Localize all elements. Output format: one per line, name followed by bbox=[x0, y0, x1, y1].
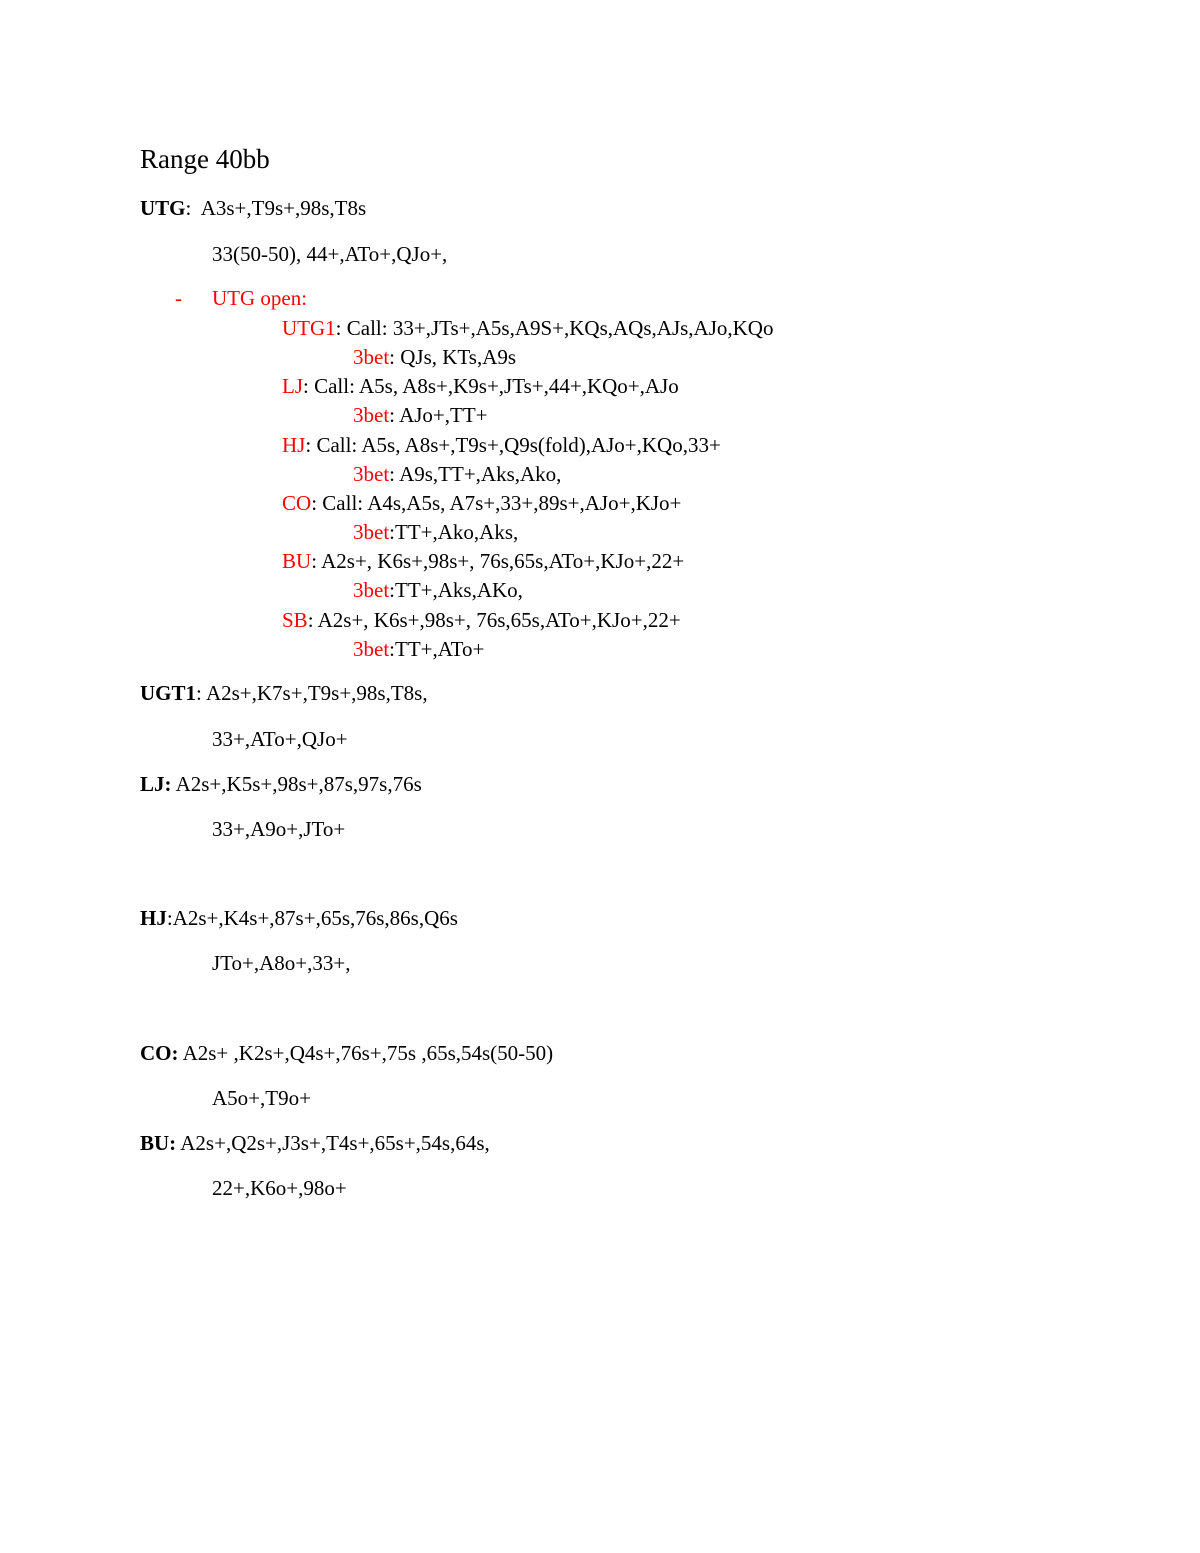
co-label: CO: bbox=[140, 1041, 179, 1065]
utg-label: UTG bbox=[140, 196, 186, 220]
hj-offsuit: JTo+,A8o+,33+, bbox=[212, 951, 351, 975]
bu-suited: A2s+,Q2s+,J3s+,T4s+,65s+,54s,64s, bbox=[180, 1131, 490, 1155]
co-range-line bbox=[140, 1040, 553, 1066]
utg-range-line bbox=[140, 195, 366, 221]
utg1-pos-label: UTG1 bbox=[282, 316, 336, 340]
hj-suited: A2s+,K4s+,87s+,65s,76s,86s,Q6s bbox=[172, 906, 458, 930]
lj-3bet-line bbox=[353, 402, 488, 428]
bu-offsuit: 22+,K6o+,98o+ bbox=[212, 1176, 347, 1200]
utg-open-heading: UTG open: bbox=[212, 286, 308, 310]
lj-range-line bbox=[140, 771, 422, 797]
lj-label: LJ: bbox=[140, 772, 172, 796]
hj-call-line bbox=[282, 432, 721, 458]
bu-3bet: :TT+,Aks,AKo, bbox=[389, 578, 523, 602]
bu-sep: : bbox=[311, 549, 322, 573]
lj-3bet: : AJo+,TT+ bbox=[389, 403, 488, 427]
utg1-call: Call: 33+,JTs+,A5s,A9S+,KQs,AQs,AJs,AJo,KQo bbox=[346, 316, 774, 340]
lj-call-line bbox=[282, 373, 679, 399]
hj-sep: : bbox=[305, 433, 317, 457]
sb-3bet-label: 3bet bbox=[353, 637, 390, 661]
utg-offsuit: 33(50-50), 44+,ATo+,QJo+, bbox=[212, 242, 448, 266]
sb-pos-label: SB bbox=[282, 608, 308, 632]
bu-3bet-label: 3bet bbox=[353, 578, 390, 602]
bu-3bet-line bbox=[353, 577, 523, 603]
page-title: Range 40bb bbox=[140, 144, 270, 174]
utg-suited: A3s+,T9s+,98s,T8s bbox=[200, 196, 367, 220]
bu-label: BU: bbox=[140, 1131, 177, 1155]
co-pos-label: CO bbox=[282, 491, 312, 515]
bu-call: A2s+, K6s+,98s+, 76s,65s,ATo+,KJo+,22+ bbox=[321, 549, 685, 573]
co-call-line bbox=[282, 490, 681, 516]
utg1-3bet-line bbox=[353, 344, 516, 370]
ugt1-sep: : bbox=[196, 681, 206, 705]
hj-call: Call: A5s, A8s+,T9s+,Q9s(fold),AJo+,KQo,33+ bbox=[316, 433, 721, 457]
utg1-3bet: : QJs, KTs,A9s bbox=[389, 345, 517, 369]
sb-3bet: :TT+,ATo+ bbox=[389, 637, 485, 661]
lj-offsuit: 33+,A9o+,JTo+ bbox=[212, 817, 346, 841]
sb-sep: : bbox=[307, 608, 318, 632]
hj-3bet-label: 3bet bbox=[353, 462, 390, 486]
ugt1-label: UGT1 bbox=[140, 681, 197, 705]
lj-pos-label: LJ bbox=[282, 374, 303, 398]
bu-range-line bbox=[140, 1130, 490, 1156]
bu-call-line bbox=[282, 548, 684, 574]
hj-pos-label: HJ bbox=[282, 433, 306, 457]
utg-sep: : bbox=[185, 196, 201, 220]
co-3bet-line bbox=[353, 519, 518, 545]
sb-call-line bbox=[282, 607, 681, 633]
ugt1-offsuit: 33+,ATo+,QJo+ bbox=[212, 727, 348, 751]
lj-sep: : bbox=[303, 374, 315, 398]
lj-suited: A2s+,K5s+,98s+,87s,97s,76s bbox=[175, 772, 422, 796]
lj-3bet-label: 3bet bbox=[353, 403, 390, 427]
co-3bet-label: 3bet bbox=[353, 520, 390, 544]
co-sep: : bbox=[311, 491, 323, 515]
hj-3bet: : A9s,TT+,Aks,Ako, bbox=[389, 462, 562, 486]
list-bullet: - bbox=[175, 286, 182, 310]
hj-range-line bbox=[140, 905, 458, 931]
hj-label: HJ bbox=[140, 906, 167, 930]
utg1-call-line bbox=[282, 315, 773, 341]
co-offsuit: A5o+,T9o+ bbox=[212, 1086, 311, 1110]
co-suited: A2s+ ,K2s+,Q4s+,76s+,75s ,65s,54s(50-50) bbox=[182, 1041, 554, 1065]
co-3bet: :TT+,Ako,Aks, bbox=[389, 520, 519, 544]
co-call: Call: A4s,A5s, A7s+,33+,89s+,AJo+,KJo+ bbox=[322, 491, 682, 515]
hj-range-sep: : bbox=[166, 906, 173, 930]
hj-3bet-line bbox=[353, 461, 561, 487]
sb-call: A2s+, K6s+,98s+, 76s,65s,ATo+,KJo+,22+ bbox=[317, 608, 681, 632]
lj-call: Call: A5s, A8s+,K9s+,JTs+,44+,KQo+,AJo bbox=[314, 374, 679, 398]
bu-pos-label: BU bbox=[282, 549, 312, 573]
sb-3bet-line bbox=[353, 636, 484, 662]
utg1-3bet-label: 3bet bbox=[353, 345, 390, 369]
ugt1-suited: A2s+,K7s+,T9s+,98s,T8s, bbox=[205, 681, 428, 705]
ugt1-range-line bbox=[140, 680, 428, 706]
utg1-sep: : bbox=[335, 316, 347, 340]
